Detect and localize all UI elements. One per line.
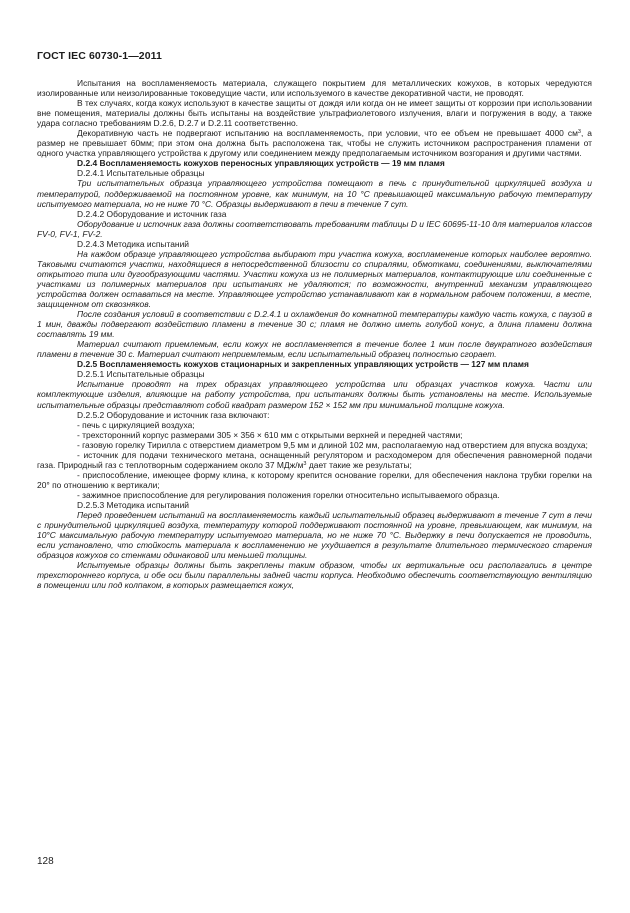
paragraph: Материал считают приемлемым, если кожух не воспламеняется в течение более 1 мин после двукратного воздействия пламени в течение 30 с. Материал считают неприемлемым, если испытательный образец полностью сгорает. (37, 339, 592, 360)
subsection-heading: D.2.4.2 Оборудование и источник газа (77, 208, 227, 219)
subsection-heading: D.2.4.1 Испытательные образцы (77, 168, 205, 179)
paragraph: После создания условий в соответствии с D.2.4.1 и охлаждения до комнатной температуры каждую часть кожуха, с паузой в 1 мин, дважды подвергают воздействию пламени в течение 30 с; пламя не должно иметь голубой конус, а длина пламени должна составлять 19 мм. (37, 309, 592, 340)
page-number: 128 (37, 856, 54, 867)
paragraph: Испытание проводят на трех образцах управляющего устройства или образцах участков кожуха. Части или комплектующие изделия, влияющие на работу устройства, при испытаниях должны быть установлены на месте. Используемые испытательные образцы представляют собой квадрат размером 152 × 152 мм при минимальной толщине кожуха. (37, 379, 592, 410)
document-body (37, 78, 592, 590)
paragraph-text: , а размер не превышает 60мм; при этом она должна быть расположена так, чтобы не служить источником распространения пламени от одного участка управляющего устройства к другому или соединением между предполагаемым источником возгорания и другими частями. (37, 128, 592, 159)
list-item-text: дает такие же результаты; (306, 459, 412, 470)
list-item (37, 450, 592, 470)
paragraph: Оборудование и источник газа должны соответствовать требованиям таблицы D и IEC 60695-11-10 для материалов классов FV-0, FV-1, FV-2. (37, 218, 592, 239)
paragraph: Три испытательных образца управляющего устройства помещают в печь с принудительной циркуляцией воздуха и температурой, поддерживаемой на постоянном уровне, как минимум, на 10 °С превышающей максимальную рабочую температуру испытуемого материала, но не ниже 70 °С. Образцы выдерживают в печи в течение 7 сут. (37, 178, 592, 209)
section-heading-text: D.2.5 Воспламеняемость кожухов стационарных и закрепленных управляющих устройств — 127 мм пламя (77, 359, 529, 370)
list-item: - газовую горелку Тирилла с отверстием диаметром 9,5 мм и длиной 102 мм, располагаемую над отверстием для впуска воздуха; (77, 439, 588, 450)
list-item: - трехсторонний корпус размерами 305 × 356 × 610 мм с открытыми верхней и передней частями; (77, 429, 463, 440)
paragraph (37, 128, 592, 158)
list-item: - зажимное приспособление для регулирования положения горелки относительно испытываемого образца. (77, 489, 500, 500)
section-heading-text: D.2.4 Воспламеняемость кожухов переносных управляющих устройств — 19 мм пламя (77, 158, 445, 169)
paragraph: На каждом образце управляющего устройства выбирают три участка кожуха, воспламенение которых наиболее вероятно. Таковыми считаются участки, находящиеся в непосредственной близости со спиралями, обмотками, соединениями, выключателями открытого типа или дугообразующими частями. Участки кожуха из не полимерных материалов, контактирующие или соединенные с участками из полимерных материалов при испытаниях не удаляются; по возможности, внутренний механизм управляющего устройства должен оставаться на месте. Управляющее устройство устанавливают как в нормальном рабочем положении, в месте, защищенном от сквозняков. (37, 248, 592, 310)
superscript: 3 (577, 129, 581, 136)
superscript: 3 (303, 460, 307, 467)
paragraph: Испытания на воспламеняемость материала, служащего покрытием для металлических кожухов, в которых чередуются изолированные или неизолированные токоведущие части, или используемого в качестве декоративной части, не проводят. (37, 78, 592, 99)
list-item: - печь с циркуляцией воздуха; (77, 419, 195, 430)
paragraph: Испытуемые образцы должны быть закреплены таким образом, чтобы их вертикальные оси располагались в центре трехстороннего корпуса, и обе оси были параллельны задней части корпуса. Необходимо обеспечить соответствующую вентиляцию в помещении или под колпаком, в которых размещается кожух, (37, 560, 592, 591)
subsection-heading: D.2.5.2 Оборудование и источник газа включают: (77, 409, 270, 420)
standard-header: ГОСТ IEC 60730-1—2011 (37, 50, 162, 62)
list-item: - приспособление, имеющее форму клина, к которому крепится основание горелки, для обеспечения наклона трубки горелки на 20° по отношению к вертикали; (37, 469, 592, 490)
subsection-heading: D.2.5.1 Испытательные образцы (77, 369, 205, 380)
subsection-heading: D.2.5.3 Методика испытаний (77, 499, 190, 510)
section-heading (37, 158, 592, 168)
paragraph: Перед проведением испытаний на воспламеняемость каждый испытательный образец выдерживают в течение 7 сут в печи с принудительной циркуляцией воздуха, температуру которой поддерживают постоянной на уровне, превышающем, как минимум, на 10°С максимальную рабочую температуру испытуемого материала, но не ниже 70 °С. Выдержку в печи допускается не проводить, если установлено, что стойкость материала к воспламенению не ухудшается в результате длительного термического старения образцов кожухов со стенками одинаковой или меньшей толщины. (37, 510, 592, 561)
subsection-heading: D.2.4.3 Методика испытаний (77, 238, 190, 249)
paragraph-text: Декоративную часть не подвергают испытанию на воспламеняемость, при условии, что ее объем не превышает 4000 см (77, 128, 578, 139)
section-heading (37, 359, 592, 369)
list-item-text: - источник для подачи технического метана, оснащенный регулятором и расходомером для обеспечения равномерной подачи газа. Природный газ с теплотворным содержанием около 37 МДж/м (37, 449, 592, 470)
paragraph: В тех случаях, когда кожух используют в качестве защиты от дождя или когда он не имеет защиты от коррозии при использовании вне помещения, материалы должны быть испытаны на воздействие ультрафиолетового излучения, влаги и погружения в воду, а также удара согласно требованиям D.2.6, D.2.7 и D.2.11 соответственно. (37, 98, 592, 129)
